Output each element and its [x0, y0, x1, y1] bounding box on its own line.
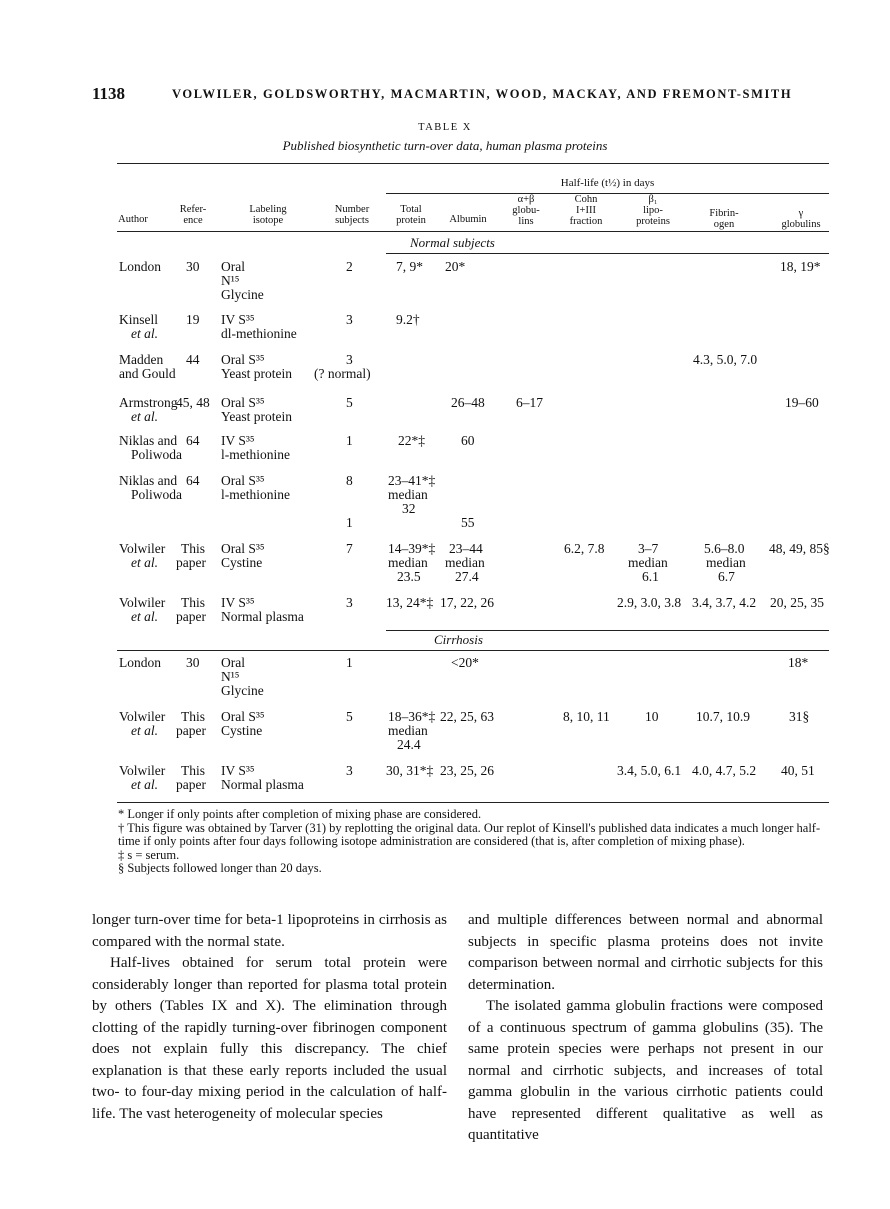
footnote: * Longer if only points after completion of mixing phase are considered.: [118, 807, 482, 821]
cell-author: Volwiler: [119, 595, 166, 610]
cell-isotope-line2: Yeast protein: [221, 409, 293, 424]
cell-total-protein: 30, 31*‡: [386, 763, 434, 778]
paragraph: longer turn-over time for beta-1 lipoproteins in cirrhosis as compared with the normal state.: [92, 912, 447, 950]
cell-author: Volwiler: [119, 541, 166, 556]
cell-subjects: 1: [346, 655, 353, 670]
cell-reference: This: [181, 541, 206, 556]
cell-total-protein-median: median: [388, 723, 428, 738]
cell-gamma: 40, 51: [781, 763, 815, 778]
cell-lipoproteins: 3–7: [638, 541, 659, 556]
cell-alpha-beta: 6–17: [516, 395, 543, 410]
table-label: TABLE X: [418, 122, 472, 133]
cell-subjects: 7: [346, 541, 353, 556]
cell-isotope: Oral S³⁵: [221, 473, 265, 488]
cell-isotope-line2: Cystine: [221, 723, 263, 738]
cell-gamma: 48, 49, 85§: [769, 541, 830, 556]
cell-albumin: <20*: [451, 655, 479, 670]
cell-reference: 30: [186, 259, 200, 274]
cell-subjects: 1: [346, 433, 353, 448]
cell-albumin: 60: [461, 433, 475, 448]
cell-lipoproteins-median: median: [628, 555, 668, 570]
paragraph: Half-lives obtained for serum total protein were considerably longer than reported for plasma total protein by others (Tables IX and X). The elimination through clotting of the rapidly turning-over fibrinogen component does not explain fully this discrepancy. The chief explanation is that these early reports included the usual two- to four-day mixing period in the calculation of half-life. The vast heterogeneity of molecular species: [92, 955, 447, 1122]
cell-subjects: 5: [346, 709, 353, 724]
cell-reference-line2: paper: [176, 555, 206, 570]
header-reference: Refer- ence: [179, 204, 207, 226]
cell-reference: This: [181, 595, 206, 610]
cell-isotope-line2: Cystine: [221, 555, 263, 570]
cell-total-protein: 18–36*‡: [388, 709, 436, 724]
cell-isotope-line2: l-methionine: [221, 487, 290, 502]
cell-reference-line2: paper: [176, 777, 206, 792]
cell-author: Armstrong: [119, 395, 178, 410]
header-beta1-lipoproteins: β₁ lipo- proteins: [636, 194, 670, 227]
group-normal-subjects: Normal subjects: [410, 235, 495, 250]
header-cohn-fraction: Cohn I+III fraction: [569, 194, 603, 227]
header-total-protein: Total protein: [396, 204, 426, 226]
header-albumin: Albumin: [449, 214, 487, 225]
cell-total-protein: 23–41*‡: [388, 473, 436, 488]
cell-author: Niklas and: [119, 433, 178, 448]
cell-isotope: IV S³⁵: [221, 433, 255, 448]
cell-cohn-fraction: 6.2, 7.8: [564, 541, 605, 556]
page-number: 1138: [92, 84, 126, 103]
cell-fibrinogen: 4.3, 5.0, 7.0: [693, 352, 758, 367]
cell-total-protein: 9.2†: [396, 312, 420, 327]
body-column-left: [92, 910, 447, 1125]
paragraph: The isolated gamma globulin fractions were composed of a continuous spectrum of gamma globulins (35). The same protein species were perhaps not present in our normal and cirrhotic subjects, and increases of total gamma globulin in the various cirrhotic patients could have represented different qualitative as well as quantitative: [468, 998, 823, 1143]
footnote: † This figure was obtained by Tarver (31) by replotting the original data. Our replot of Kinsell's published data indicates a much longer half-time if only points after four days following isotope administration are considered (that is, after completion of mixing phase).: [118, 820, 821, 848]
cell-lipoproteins: 3.4, 5.0, 6.1: [617, 763, 682, 778]
cell-albumin: 20*: [445, 259, 466, 274]
header-alpha-beta-globulins: α+β globu- lins: [512, 194, 540, 227]
cell-reference: This: [181, 709, 206, 724]
cell-total-protein: 14–39*‡: [388, 541, 436, 556]
cell-lipoproteins: 10: [645, 709, 659, 724]
cell-albumin-median-value: 27.4: [455, 569, 479, 584]
cell-albumin: 22, 25, 63: [440, 709, 494, 724]
cell-gamma: 20, 25, 35: [770, 595, 824, 610]
cell-reference: 45, 48: [176, 395, 210, 410]
cell-isotope-line2: Normal plasma: [221, 609, 304, 624]
cell-reference: 64: [186, 433, 200, 448]
cell-reference: 19: [186, 312, 200, 327]
cell-isotope: Oral: [221, 259, 245, 274]
table-bottom-rule: [117, 802, 829, 803]
cell-total-protein-median-value: 23.5: [397, 569, 421, 584]
cell-fibrinogen-median: median: [706, 555, 746, 570]
cell-lipoproteins: 2.9, 3.0, 3.8: [617, 595, 682, 610]
table-footnotes: [118, 808, 830, 876]
cell-fibrinogen: 3.4, 3.7, 4.2: [692, 595, 757, 610]
cell-subjects: 3: [346, 312, 353, 327]
cell-isotope: Oral S³⁵: [221, 395, 265, 410]
page-header: [92, 84, 812, 104]
cell-albumin-sub: 55: [461, 515, 475, 530]
cell-isotope-line2: l-methionine: [221, 447, 290, 462]
cell-total-protein-median: median: [388, 487, 428, 502]
cell-albumin: 23, 25, 26: [440, 763, 494, 778]
cell-isotope: Oral S³⁵: [221, 709, 265, 724]
header-gamma-globulins: γ globulins: [781, 208, 821, 230]
cell-isotope-line2: Normal plasma: [221, 777, 304, 792]
header-half-life-spanner: Half-life (t½) in days: [560, 177, 655, 189]
cell-author-line2: et al.: [131, 409, 158, 424]
cell-author: Volwiler: [119, 709, 166, 724]
table-top-rule: [117, 163, 829, 164]
paragraph: and multiple differences between normal and abnormal subjects in specific plasma proteins does not invite comparison between normal and cirrhotic subjects for this determination.: [468, 912, 823, 993]
cell-isotope-line3: Glycine: [221, 683, 264, 698]
running-head: VOLWILER, GOLDSWORTHY, MACMARTIN, WOOD, MACKAY, AND FREMONT-SMITH: [172, 87, 793, 101]
cell-total-protein-median-value: 32: [402, 501, 416, 516]
cell-subjects: 5: [346, 395, 353, 410]
cell-author-line2: et al.: [131, 326, 158, 341]
cell-reference-line2: paper: [176, 723, 206, 738]
cell-fibrinogen: 10.7, 10.9: [696, 709, 750, 724]
cell-total-protein: 22*‡: [398, 433, 425, 448]
cell-isotope-line2: N¹⁵: [221, 669, 240, 684]
cell-isotope: Oral: [221, 655, 245, 670]
cell-isotope-line2: dl-methionine: [221, 326, 297, 341]
cell-gamma: 31§: [789, 709, 810, 724]
cell-author: Madden: [119, 352, 164, 367]
cell-author-line2: and Gould: [119, 366, 176, 381]
cell-isotope-line2: N¹⁵: [221, 273, 240, 288]
group-cirrhosis-rule: [117, 650, 829, 651]
cell-subjects: 2: [346, 259, 353, 274]
cell-reference-line2: paper: [176, 609, 206, 624]
cell-author-line2: Poliwoda: [131, 447, 183, 462]
cell-gamma: 19–60: [785, 395, 819, 410]
cell-fibrinogen-median-value: 6.7: [718, 569, 735, 584]
group-normal-rule: [386, 253, 829, 254]
cell-subjects: 3: [346, 352, 353, 367]
cell-albumin: 23–44: [449, 541, 483, 556]
cell-author: Niklas and: [119, 473, 178, 488]
cell-author: London: [119, 259, 161, 274]
cell-total-protein-median: median: [388, 555, 428, 570]
cell-isotope: Oral S³⁵: [221, 352, 265, 367]
cell-isotope: IV S³⁵: [221, 763, 255, 778]
footnote: ‡ s = serum.: [118, 847, 180, 862]
cell-albumin: 26–48: [451, 395, 485, 410]
cell-albumin: 17, 22, 26: [440, 595, 494, 610]
table-title: Published biosynthetic turn-over data, human plasma proteins: [282, 138, 608, 153]
cell-isotope: IV S³⁵: [221, 595, 255, 610]
cell-reference: 64: [186, 473, 200, 488]
cell-total-protein-median-value: 24.4: [397, 737, 421, 752]
cell-subjects: 8: [346, 473, 353, 488]
cell-albumin-median: median: [445, 555, 485, 570]
cell-author-line2: et al.: [131, 777, 158, 792]
cell-author: Kinsell: [119, 312, 158, 327]
cell-gamma: 18*: [788, 655, 809, 670]
cell-author-line2: et al.: [131, 723, 158, 738]
cell-cohn-fraction: 8, 10, 11: [563, 709, 610, 724]
cell-isotope-line3: Glycine: [221, 287, 264, 302]
cell-total-protein: 13, 24*‡: [386, 595, 434, 610]
group-cirrhosis: Cirrhosis: [434, 632, 483, 647]
header-isotope: Labeling isotope: [249, 204, 287, 226]
header-subjects: Number subjects: [334, 204, 370, 226]
cell-isotope: IV S³⁵: [221, 312, 255, 327]
body-column-right: [468, 910, 823, 1147]
cell-fibrinogen: 5.6–8.0: [704, 541, 745, 556]
cell-author-line2: et al.: [131, 609, 158, 624]
cell-author-line2: Poliwoda: [131, 487, 183, 502]
cell-reference: 44: [186, 352, 200, 367]
cell-author-line2: et al.: [131, 555, 158, 570]
cell-subjects-sub: 1: [346, 515, 353, 530]
cell-subjects-line2: (? normal): [314, 366, 371, 381]
cell-author: Volwiler: [119, 763, 166, 778]
cell-isotope: Oral S³⁵: [221, 541, 265, 556]
cell-subjects: 3: [346, 595, 353, 610]
cell-author: London: [119, 655, 161, 670]
header-fibrinogen: Fibrin- ogen: [709, 208, 739, 230]
header-author: Author: [118, 214, 148, 225]
cell-reference: This: [181, 763, 206, 778]
cell-lipoproteins-median-value: 6.1: [642, 569, 659, 584]
cell-reference: 30: [186, 655, 200, 670]
cell-gamma: 18, 19*: [780, 259, 821, 274]
header-bottom-rule: [117, 231, 829, 232]
group-cirrhosis-top-rule: [386, 630, 829, 631]
cell-isotope-line2: Yeast protein: [221, 366, 293, 381]
cell-subjects: 3: [346, 763, 353, 778]
cell-fibrinogen: 4.0, 4.7, 5.2: [692, 763, 757, 778]
cell-total-protein: 7, 9*: [396, 259, 423, 274]
footnote: § Subjects followed longer than 20 days.: [118, 861, 322, 875]
